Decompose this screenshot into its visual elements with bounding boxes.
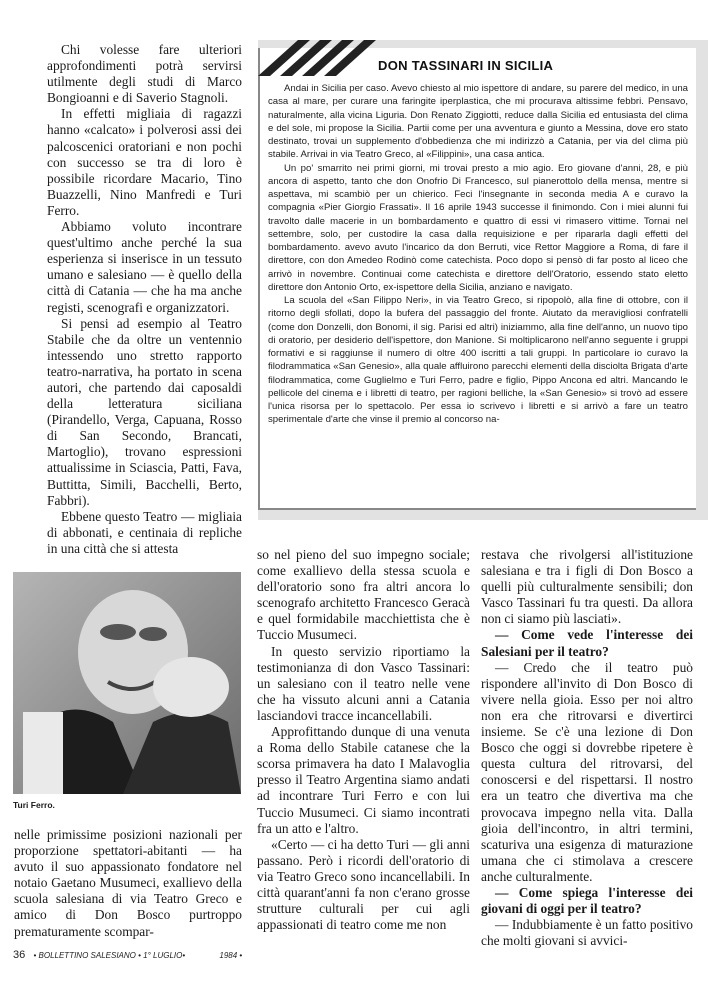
paragraph: Chi volesse fare ulteriori approfondimenti potrà servirsi utilmente degli studi di Marco Bongioanni e di Saverio Stagnoli. (47, 42, 242, 106)
column-1-top (47, 42, 242, 557)
paragraph: — Credo che il teatro può rispondere all'invito di Don Bosco di vivere nella gioia. Esso per noi altro non era che ritrovarsi e divertirci insieme. Se c'è una lezione di Don Bosco che oggi si dovrebbe ripetere è questa cultura del ritrovarsi, del conoscersi e del rispettarsi. Il nostro era un teatro che divertiva ma che provocava impegno nella vita. Dalla gioia dell'incontro, in altri termini, scaturiva una esigenza di maturazione umana che ci stimolava a crescere anche culturalmente. (481, 659, 693, 884)
portrait-image (13, 572, 241, 794)
box-body (268, 82, 688, 427)
page-number: 36 (13, 949, 26, 961)
box-paragraph: La scuola del «San Filippo Neri», in via Teatro Greco, si ripopolò, alla fine di ottobre, con il ritorno degli sfollati, dopo la bufera del passaggio del fronte. Aiutato da meravigliosi confratelli (come don Donzelli, don Bonomi, il sig. Parisi ed altri) iniziammo, alla fine dell'anno, un nuovo tipo di oratorio, per desiderio dell'ispettore, don Manione. Si moltiplicarono nell'anno seguente i gruppi formativi e si raggiunse il numero di oltre 400 iscritti a tali gruppi. In particolare io curavo la filodrammatica «San Genesio», alla quale affluirono parecchi elementi della disciolta Brigata d'arte filodrammatica, come Guglielmo e Turi Ferro, padre e figlio, Pippo Ancona ed altri. Mancando le pellicole del cinema e i libretti di teatro, per ragioni belliche, la «San Genesio» si trovò ad essere l'unica risorsa per lo spettacolo. Per essa io scrivevo i libretti e si arrivò a fare un teatro sperimentale d'arte che vinse il premio al concorso na- (268, 295, 688, 426)
portrait-photo (13, 572, 241, 794)
paragraph: In effetti migliaia di ragazzi hanno «calcato» i polverosi assi dei palcoscenici oratoriani e non pochi con successo se tra di loro è possibile ricordare Macario, Tino Buazzelli, Nino Manfredi e Turi Ferro. (47, 106, 242, 218)
page-footer (13, 949, 242, 961)
paragraph: Ebbene questo Teatro — migliaia di abbonati, e centinaia di repliche in una città che si attesta (47, 508, 242, 556)
paragraph: «Certo — ci ha detto Turi — gli anni passano. Però i ricordi dell'oratorio di via Teatro Greco sono incancellabili. In città quarant'anni fa non c'erano grosse strutture culturali per cui agli appassionati di teatro come me non (257, 836, 470, 933)
sidebar-box (258, 40, 708, 520)
column-1-bottom (14, 827, 242, 940)
paragraph: Approfittando dunque di una venuta a Roma dello Stabile catanese che la scorsa primavera ha dato I Malavoglia presso il Teatro Argentina siamo andati ad incontrare Turi Ferro e con lui Tuccio Musumeci. Ci siamo incontrati fra un atto e l'altro. (257, 724, 470, 836)
publication-year: 1984 • (219, 951, 243, 960)
interview-question: — Come spiega l'interesse dei giovani di oggi per il teatro? (481, 884, 693, 917)
paragraph: nelle primissime posizioni nazionali per proporzione spettatori-abitanti — ha avuto il suo appassionato fondatore nel notaio Gaetano Musumeci, exallievo della scuola salesiana di via Teatro Greco e amico di Don Bosco purtroppo prematuramente scompar- (14, 827, 242, 939)
paragraph: so nel pieno del suo impegno sociale; come exallievo della stessa scuola e dell'oratorio sono fra altri ancora lo scenografo architetto Francesco Geracà e quel formidabile macchiettista che è Tuccio Musumeci. (257, 547, 470, 643)
interview-question: — Come vede l'interesse dei Salesiani per il teatro? (481, 627, 693, 659)
paragraph: In questo servizio riportiamo la testimonianza di don Vasco Tassinari: un salesiano con il teatro nelle vene che ha vissuto alcuni anni a Catania lasciandovi tracce incancellabili. (257, 643, 470, 723)
box-title: DON TASSINARI IN SICILIA (378, 58, 554, 73)
box-paragraph: Andai in Sicilia per caso. Avevo chiesto al mio ispettore di andare, su parere del medico, in una casa al mare, per curare una faringite iperplastica, che mi procurava altissime febbri. Pensavo, naturalmente, alla vicina Liguria. Don Renato Ziggiotti, reduce dalla Sicilia ed entusiasta del clima e del sole, mi propose la Sicilia. Partii come per una avventura e giunto a Messina, dove ero stato destinato, trovai un supplemento d'obbedienza che mi indirizzò a Catania, per via del clima più stabile. Arrivai in via Teatro Greco, al «Filippini», una casa antica. (268, 83, 688, 161)
column-3 (481, 547, 693, 949)
paragraph: Abbiamo voluto incontrare quest'ultimo anche perché la sua esperienza si inserisce in un tessuto umano e salesiano — è quello della città di Catania — che ha ma anche registi, scenografi e organizzatori. (47, 219, 242, 315)
paragraph: Si pensi ad esempio al Teatro Stabile che da oltre un ventennio intessendo uno stretto rapporto teatro-narrativa, ha portato in scena autori, che partendo dai caposaldi della letteratura siciliana (Pirandello, Verga, Capuana, Rosso di San Secondo, Brancati, Martoglio), trovano espressioni attualissime in Sciascia, Patti, Fava, Buttitta, Simili, Bacchelli, Berto, Fabbri). (47, 315, 242, 508)
photo-caption: Turi Ferro. (13, 800, 55, 810)
paragraph: — Indubbiamente è un fatto positivo che molti giovani si avvici- (481, 917, 693, 949)
column-2 (257, 547, 470, 933)
box-paragraph: Un po' smarrito nei primi giorni, mi trovai presto a mio agio. Ero giovane d'anni, 28, e più ancora di aspetto, tanto che don Onofrio Di Francesco, sul pianerottolo della mensa, mentre si aspettava, mi scambiò per un chierico. Feci l'insegnante in seconda media A e curavo la compagnia «Pier Giorgio Frassati». Il 16 aprile 1943 successe il finimondo. Con i miei alunni fui travolto dalle macerie in un bombardamento e quattro di essi vi rimasero vittime. Tornai nel settembre, solo, per custodire la casa dalla requisizione e per ripararla dagli effetti del bombardamento. avevo avuto l'incarico da don Berruti, vice Rettor Maggiore a Roma, di fare il direttore, con don Amedeo Rodinò come catechista. Poco dopo si pensò di far posto al liceo che arrivò in novembre. Continuai come catechista e direttore dell'Oratorio, essendo stato eletto direttore don Antonio Orto, ex-ispettore della Sicilia, anziano e navigato. (268, 162, 688, 293)
paragraph: restava che rivolgersi all'istituzione salesiana e tra i figli di Don Bosco a quelli più culturalmente sensibili; don Vasco Tassinari fu tra questi. Da allora non ci siamo più lasciati». (481, 547, 693, 627)
publication-name: • BOLLETTINO SALESIANO • 1° LUGLIO• (33, 951, 186, 960)
